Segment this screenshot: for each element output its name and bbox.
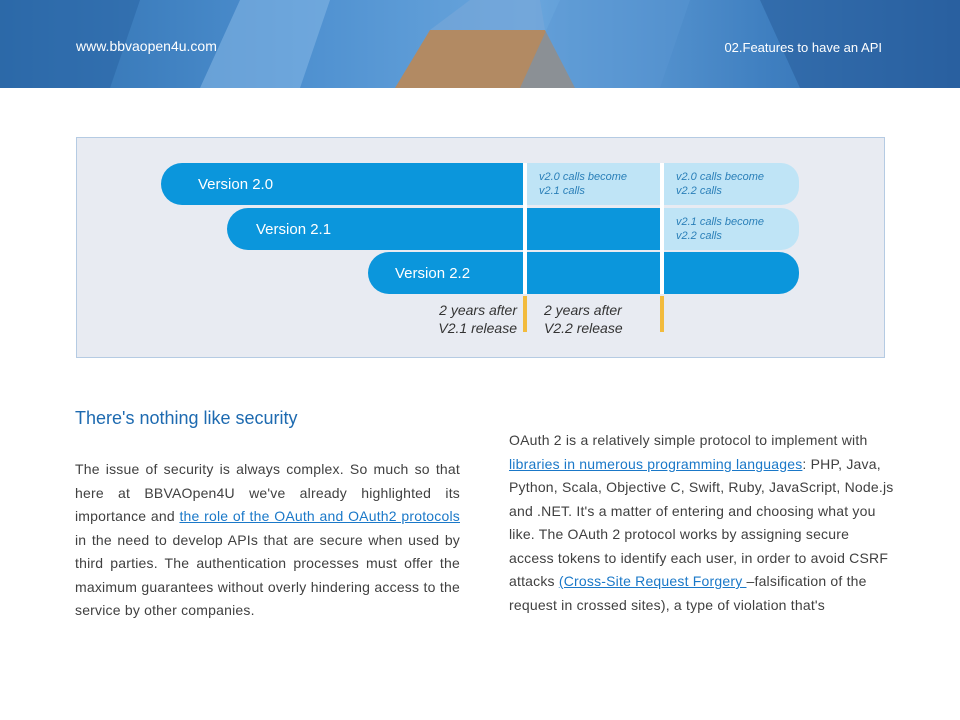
version-2-2-label: Version 2.2	[395, 265, 471, 282]
timeline-label-2	[544, 301, 664, 337]
right-paragraph	[509, 429, 894, 617]
column-separator-2	[660, 163, 664, 294]
version-2-1-bar-extension	[525, 208, 662, 250]
right-paragraph-text-3: –falsification of the request in crossed sites), a type of violation that's	[509, 573, 867, 613]
section-heading: There's nothing like security	[75, 408, 298, 428]
version-2-0-label: Version 2.0	[198, 176, 274, 193]
note-v20-to-v22-line1: v2.0 calls become	[676, 171, 765, 183]
version-2-2-bar-middle	[525, 252, 662, 294]
timeline-label-1-line1: 2 years after	[439, 302, 517, 318]
csrf-link[interactable]: (Cross-Site Request Forgery	[558, 573, 747, 589]
note-v20-to-v21-line1: v2.0 calls become	[539, 171, 628, 183]
note-v21-to-v22-line2: v2.2 calls	[676, 230, 722, 242]
timeline-label-1-line2: V2.1 release	[438, 320, 517, 336]
note-v21-to-v22	[662, 208, 799, 250]
site-url[interactable]: www.bbvaopen4u.com	[76, 38, 217, 54]
version-2-0-bar	[161, 163, 525, 205]
versioning-diagram	[76, 137, 885, 358]
left-paragraph	[75, 458, 460, 623]
note-v21-to-v22-line1: v2.1 calls become	[676, 216, 765, 228]
note-v20-to-v22	[662, 163, 799, 205]
timeline-label-1	[397, 301, 517, 337]
header-banner	[0, 0, 960, 88]
version-2-1-bar	[227, 208, 525, 250]
note-v20-to-v21	[525, 163, 662, 205]
version-2-1-label: Version 2.1	[256, 221, 332, 238]
version-2-2-bar-end	[662, 252, 799, 294]
left-paragraph-text-1: The issue of security is always complex. So much so that here at BBVAOpen4U we've already highlighted its importance and	[75, 461, 460, 524]
note-v20-to-v21-line2: v2.1 calls	[539, 185, 585, 197]
timeline-label-2-line2: V2.2 release	[544, 320, 623, 336]
timeline-label-2-line1: 2 years after	[544, 302, 622, 318]
section-title: 02.Features to have an API	[724, 40, 882, 55]
right-paragraph-text-1: OAuth 2 is a relatively simple protocol to implement with	[509, 432, 868, 448]
column-separator-1	[523, 163, 527, 294]
timeline-marker-1	[523, 296, 527, 332]
oauth-role-link[interactable]: the role of the OAuth and OAuth2 protocols	[179, 508, 460, 524]
right-paragraph-text-2: : PHP, Java, Python, Scala, Objective C, Swift, Ruby, JavaScript, Node.js and .NET. It's a matter of entering and choosing what you like. The OAuth 2 protocol works by assigning secure access tokens to identify each user, in order to avoid CSRF attacks	[509, 455, 894, 589]
libraries-link[interactable]: libraries in numerous programming languages	[509, 455, 803, 472]
version-2-2-bar	[368, 252, 525, 294]
note-v20-to-v22-line2: v2.2 calls	[676, 185, 722, 197]
left-paragraph-text-2: in the need to develop APIs that are secure when used by third parties. The authentication processes must offer the maximum guarantees without overly hindering access to the service by other companies.	[75, 531, 460, 618]
